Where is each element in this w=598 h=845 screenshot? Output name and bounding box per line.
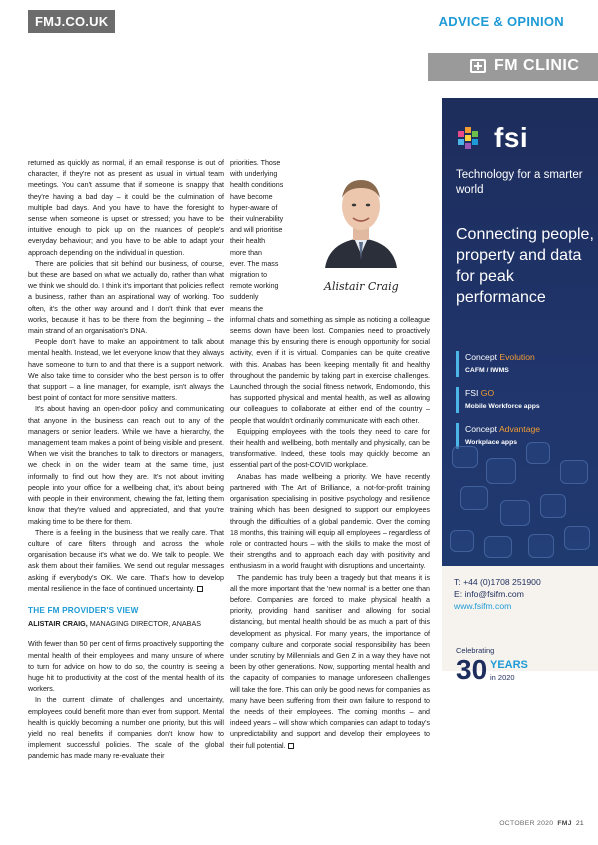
ad-website-link[interactable]: www.fsifm.com (454, 601, 512, 611)
site-logo[interactable]: FMJ.CO.UK (28, 10, 115, 33)
publication-name: FMJ (557, 820, 572, 827)
product-item: Concept Advantage Workplace apps (456, 423, 596, 449)
ad-phone[interactable]: T: +44 (0)1708 251900 (454, 577, 541, 587)
end-mark-icon (197, 586, 203, 592)
text-line: with underlying (230, 170, 278, 179)
section-label: ADVICE & OPINION (438, 14, 564, 29)
text-line: hyper-aware of (230, 203, 278, 212)
byline (28, 618, 224, 629)
app-tile-icon (460, 486, 488, 510)
page-number: 21 (575, 820, 584, 827)
paragraph: Anabas has made wellbeing a priority. We have recently partnered with The Art of Brilliance, a not-for-profit training organisation specialising in positive psychology and resilience training which has been designed to support our employees through the difficulties of a global pandemic. Over the coming 18 months, this training will equip all employees – regardless of role or contracted hours – with the skills to make the most of their strengths and to approach each day with positivity and enthusiasm in a world fraught with disruptions and uncertainty. (230, 472, 430, 571)
text-line: their health (230, 237, 266, 246)
author-portrait (299, 156, 425, 306)
app-tile-icon (526, 442, 550, 464)
text-line: migration to (230, 271, 268, 280)
celebrating-label: Celebrating (456, 646, 495, 655)
byline-name: ALISTAIR CRAIG, (28, 619, 88, 629)
text-line: health conditions (230, 181, 284, 190)
fsi-advertisement[interactable] (442, 98, 598, 798)
text-line: means the (230, 304, 264, 313)
app-icon-collage (442, 438, 598, 566)
first-aid-kit-icon (470, 59, 486, 73)
article-column-1 (28, 158, 224, 763)
anniversary-years: YEARS (490, 659, 528, 671)
app-tile-icon (450, 530, 474, 552)
text-line: priorities. Those (230, 159, 281, 167)
paragraph: Equipping employees with the tools they need to care for their health and wellbeing, both mentally and physically, can be transformative. Indeed, these tools may quickly become an essential part of the post-COVID workplace. (230, 427, 430, 470)
ad-tagline: Technology for a smarter world (456, 169, 583, 196)
app-tile-icon (560, 460, 588, 484)
app-tile-icon (500, 500, 530, 526)
paragraph-text: The pandemic has truly been a tragedy but that means it is all the more important that the 'new normal' is a better one than before. Companies are forced to make physical health a priority, providing hand sanitiser and allowing for social distancing, but mental health should be as much a part of this development as physical. For many years, the importance of company culture and corporate social responsibility has been under scrutiny by Millennials and Gen Z in a way they have not been by other generations. Now, supporting mental health and the capacity of companies to manage unforeseen challenges will take the fore. This can only be good news for companies as many have been suffering from their own failure to respond to the needs of their employees. The coming months – and indeed years – will show which companies can adapt to today's unpredictability and support and develop their employees to their full potential. (230, 573, 430, 750)
wrapped-text (230, 158, 292, 315)
paragraph: People don't have to make an appointment to talk about mental health. Instead, we let everyone know that they always have someone to turn to and that there is a support network. We also take time to consider who the best person is to offer that support – a line manager, for example, isn't always the best point of contact for more sensitive matters. (28, 338, 224, 403)
portrait-image (321, 168, 401, 268)
app-tile-icon (486, 458, 516, 484)
app-tile-icon (564, 526, 590, 550)
product-item: FSI GO Mobile Workforce apps (456, 387, 596, 413)
paragraph: It's about having an open-door policy and communicating that anyone in the business can reach out to any of the managers or senior leaders. While we have a hierarchy, the management team makes a point of being visible and present. When we visit the branches to talk to directors or managers, we check in on the wider team at the same time, just informally to find out how they are. It's not about inviting people into your office for a wellbeing chat, it's about being with people in their environment, chewing the fat, letting them know that they're valued and appreciated, and that you're making time to be there for them. (28, 405, 224, 526)
paragraph: informal chats and something as simple as noticing a colleague seems down have been lost. Companies need to proactively manage this by ensuring there is enough opportunity for social activity, even if it is virtual. Companies can be quite creative with this. Anabas has been keeping mentally fit and healthy throughout the pandemic by taking part in exercise challenges. Launched through the social fitness network, Endomondo, this has supported physical and mental health, as well as allowing our colleagues to collaborate at either end of the country – people that wouldn't ordinarily communicate with each other. (230, 315, 430, 425)
ad-headline: Connecting people, property and data for peak performance (456, 226, 594, 306)
app-tile-icon (484, 536, 512, 558)
text-line: have become (230, 192, 273, 201)
text-line: and will prioritise (230, 226, 283, 235)
paragraph (28, 528, 224, 595)
paragraph-text: There is a feeling in the business that we really care. That culture of care filters through and across the whole organisation because it's what we do. We talk to people. We ask them about their families. We send out regular messages asking if everybody's OK. We care. That's how to develop mental resilience in the face of continued uncertainty. (28, 528, 224, 593)
end-mark-icon (288, 743, 294, 749)
fsi-logo-icon (454, 123, 488, 157)
author-signature: Alistair Craig (324, 280, 399, 293)
text-line: ever. The mass (230, 259, 279, 268)
anniversary-number: 30 (456, 654, 488, 685)
text-line: suddenly (230, 293, 259, 302)
fsi-brand: fsi (494, 122, 529, 153)
ad-contact (454, 576, 541, 612)
app-tile-icon (528, 534, 554, 558)
app-tile-icon (540, 494, 566, 518)
product-item: Concept Evolution CAFM / IWMS (456, 351, 596, 377)
paragraph: There are policies that sit behind our business, of course, but these are based on what we actually do, rather than what we think we should do. I think it's important that policies reflect a business, rather than an aspirational way of working. Too often, it's the other way around and I don't think that ever works, because it has to be there from the beginning – the main strand of an organisation's DNA. (28, 259, 224, 336)
paragraph (230, 573, 430, 752)
page-footer (499, 820, 584, 827)
section-subheading: THE FM PROVIDER'S VIEW (28, 605, 139, 615)
fm-clinic-label: FM CLINIC (494, 57, 580, 74)
text-line: remote working (230, 282, 279, 291)
paragraph: In the current climate of challenges and uncertainty, employees could benefit more than ever from support. Mental health is quickly becoming a number one priority, but this will yield no real benefits if companies don't know how to implement successful policies. The scale of the global pandemic has made many re-evaluate their (28, 696, 224, 761)
ad-email[interactable]: E: info@fsifm.com (454, 589, 524, 599)
issue-date: OCTOBER 2020 (499, 820, 554, 827)
anniversary-year: in 2020 (490, 673, 515, 682)
paragraph: returned as quickly as normal, if an email response is out of character, if they're not as present as usual in virtual team meetings. You can't assume that if someone is snappy that they're having a bad day – it could be the culmination of multiple bad days. And you have to have the foresight to sense when someone is upset or stressed; you have to be intuitive enough to pick up on the nuances of people's everyday behaviour; and you have to be able to adapt your approach depending on the individual in question. (28, 159, 224, 257)
text-line: more than (230, 248, 262, 257)
text-line: their vulnerability (230, 215, 284, 224)
paragraph: With fewer than 50 per cent of firms proactively supporting the mental health of their employees and many unsure of where to turn for advice on how to do so, the country is seeing a huge hit to productivity at the cost of the mental health of its workers. (28, 640, 224, 694)
byline-role: MANAGING DIRECTOR, ANABAS (89, 619, 202, 629)
fm-clinic-banner (428, 53, 598, 81)
app-tile-icon (452, 446, 478, 468)
